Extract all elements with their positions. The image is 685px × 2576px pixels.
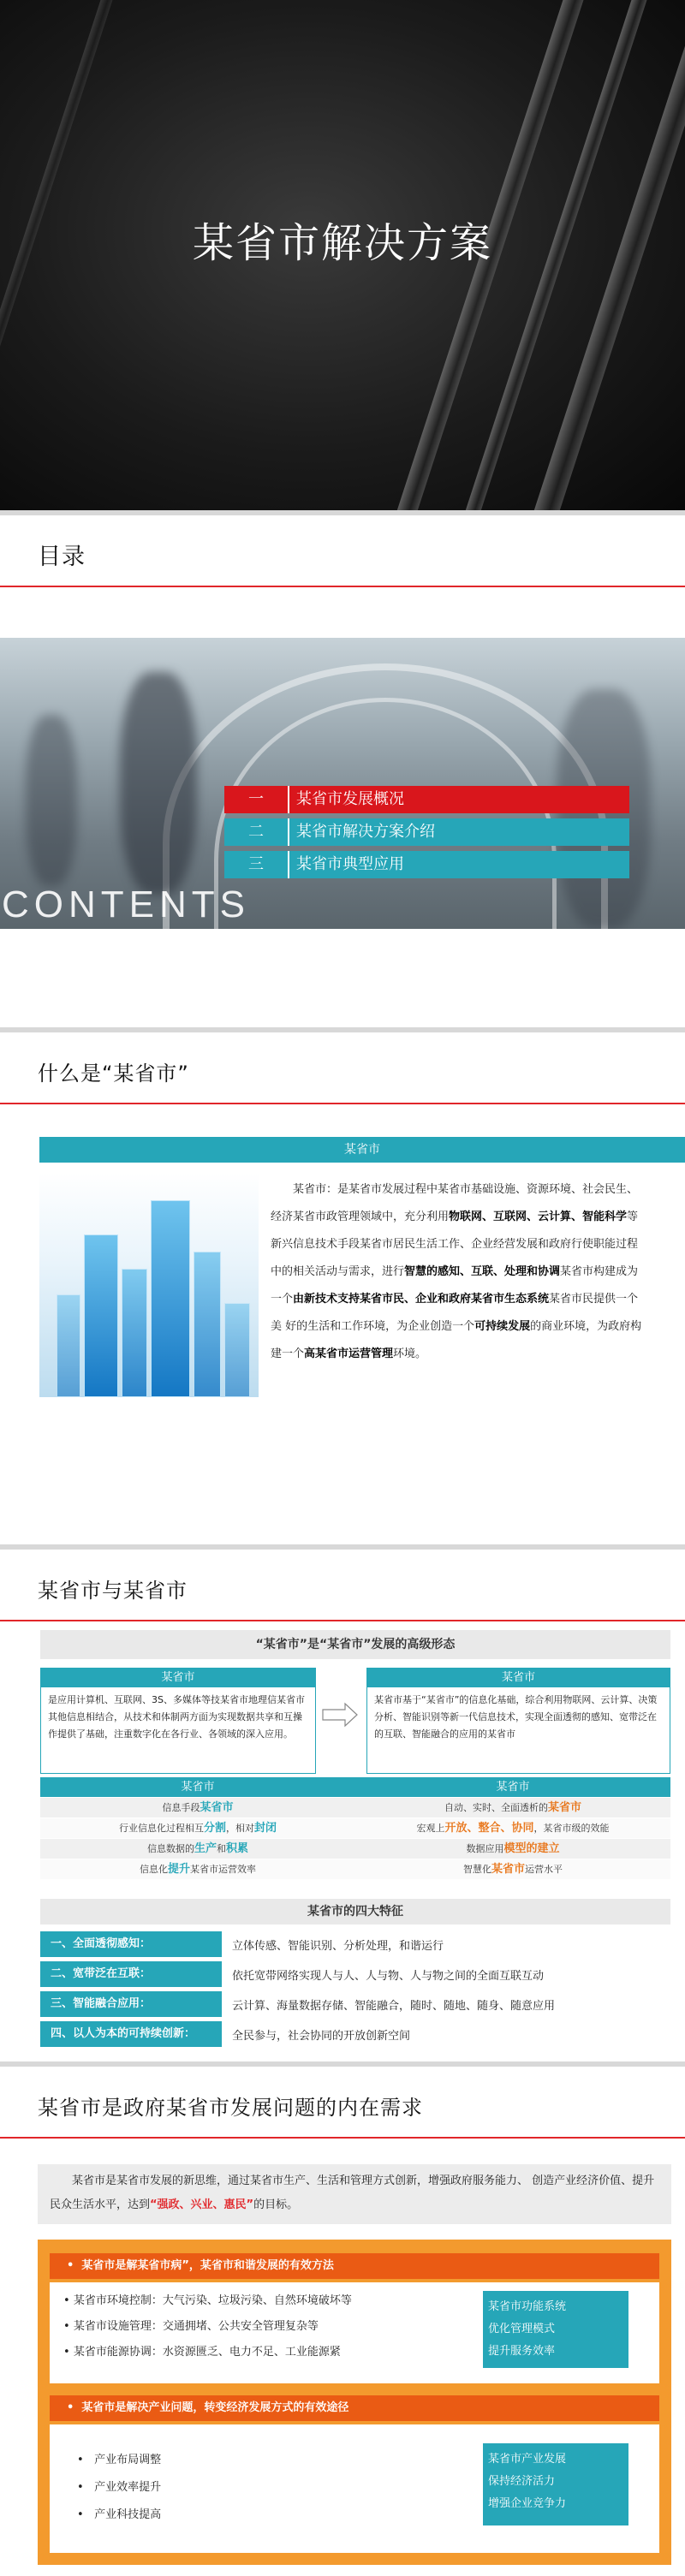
title-underline (0, 2137, 685, 2139)
panel-bullet: • 产业效率提升 (77, 2481, 162, 2494)
cell-text: ，某省市级的效能 (533, 1823, 610, 1834)
features-header: 某省市的四大特征 (40, 1899, 670, 1925)
title-underline (0, 586, 685, 587)
box-body: 是应用计算机、互联网、3S、多媒体等技某省市地理信某省市其他信息相结合，从技术和体制两方面为实现数据共享和互操作提供了基础，注重数字化在各行业、各领域的深入应用。 (48, 1694, 305, 1740)
para-highlight: 物联网、互联网、云计算、智能科学 (449, 1211, 628, 1223)
table-cell (40, 1818, 355, 1838)
contents-slide (0, 515, 685, 1027)
toc-item[interactable] (224, 851, 629, 878)
building-shape (84, 1234, 118, 1397)
table-cell (40, 1798, 355, 1817)
cell-highlight: 封闭 (254, 1822, 277, 1835)
para-highlight: 可持续发展 (474, 1320, 531, 1333)
para-text: 环境。 (393, 1347, 427, 1360)
cell-text: 数据应用 (466, 1843, 504, 1854)
city-illustration (39, 1173, 259, 1397)
comparison-header: “某省市”是“某省市”发展的高级形态 (40, 1630, 670, 1659)
person-blur (120, 672, 197, 895)
feature-row (40, 1931, 670, 1957)
benefit-text: 保持经济活力 (488, 2475, 556, 2488)
feature-value: 立体传感、智能识别、分析处理，和谐运行 (232, 1939, 444, 1953)
slide-title: 某省市是政府某省市发展问题的内在需求 (38, 2096, 423, 2120)
cell-text: 信息手段 (162, 1802, 200, 1813)
definition-paragraph (271, 1176, 647, 1368)
para-highlight: 智慧的感知、互联、处理和协调 (404, 1265, 561, 1278)
para-text: 某省市构建成为一个 (271, 1265, 639, 1306)
column-header: 某省市 (181, 1781, 215, 1794)
panel-bullet: • 产业布局调整 (77, 2454, 162, 2466)
contents-word: CONTENTS (2, 883, 250, 925)
cell-text: 信息化 (139, 1864, 168, 1875)
box-heading: 某省市 (41, 1669, 315, 1687)
section-banner: 某省市 (39, 1137, 685, 1163)
cell-highlight: 积累 (226, 1842, 249, 1855)
panel-bullet: • 某省市能源协调：水资源匮乏、电力不足、工业能源紧 (63, 2346, 341, 2359)
cell-text: 和 (217, 1843, 226, 1854)
slide-title: 某省市与某省市 (38, 1579, 188, 1603)
slide-title: 目录 (38, 544, 86, 570)
cell-highlight: 提升 (167, 1863, 190, 1876)
cell-text: ，相对 (226, 1823, 254, 1834)
benefit-box (483, 2291, 628, 2368)
feature-row (40, 1991, 670, 2017)
feature-row (40, 2021, 670, 2047)
benefit-box (483, 2443, 628, 2525)
cell-highlight: 某省市 (547, 1801, 581, 1814)
cell-text: 某省市运营效率 (190, 1864, 256, 1875)
cell-highlight: 某省市 (491, 1863, 525, 1876)
title-underline (0, 1620, 685, 1621)
cell-highlight: 生产 (194, 1842, 217, 1855)
panel-heading-text: 某省市是解某省市病”，某省市和谐发展的有效方法 (81, 2259, 334, 2272)
toc-number: 一 (248, 790, 264, 808)
box-body: 某省市基于“某省市”的信息化基础，综合利用物联网、云计算、决策分析、智能识别等新一代信息技术，实现全面透彻的感知、宽带泛在的互联、智能融合的应用的某省市 (374, 1694, 658, 1740)
column-header: 某省市 (496, 1781, 530, 1794)
para-highlight: 高某省市运营管理 (304, 1347, 394, 1360)
cell-text: 自动、实时、全面透析的 (444, 1802, 548, 1813)
right-definition-box (366, 1668, 670, 1774)
para-text: 等新兴信息技术手段某省市居民生活工作、企业经营发展和政府行使职能过程中的相关活动与需求，进行 (271, 1211, 639, 1278)
intro-text: 的目标。 (253, 2198, 299, 2211)
cell-highlight: 模型的建立 (503, 1842, 560, 1855)
panel-bullet: • 某省市环境控制：大气污染、垃圾污染、自然环境破坏等 (63, 2294, 352, 2307)
building-shape (57, 1294, 80, 1397)
table-row (40, 1798, 670, 1818)
panel-bullet: • 产业科技提高 (77, 2508, 162, 2521)
panel-heading: • 某省市是解决产业问题，转变经济发展方式的有效途径 (50, 2395, 659, 2421)
left-definition-box (40, 1668, 316, 1774)
bullet-text: 某省市设施管理：交通拥堵、公共安全管理复杂等 (73, 2320, 319, 2333)
slide-title: 什么是“某省市” (38, 1062, 189, 1086)
cell-text: 信息数据的 (146, 1843, 194, 1854)
toc-label: 某省市发展概况 (288, 786, 629, 813)
toc-label: 某省市解决方案介绍 (288, 818, 629, 846)
table-cell (355, 1839, 670, 1859)
cell-text: 宏观上 (416, 1823, 445, 1834)
cell-text: 行业信息化过程相互 (118, 1823, 204, 1834)
arrow-right-icon (321, 1702, 359, 1728)
panel-heading-text: 某省市是解决产业问题，转变经济发展方式的有效途径 (81, 2401, 349, 2414)
cell-highlight: 分割 (203, 1822, 226, 1835)
bullet-text: 产业布局调整 (94, 2454, 162, 2466)
building-shape (194, 1252, 221, 1397)
feature-row (40, 1961, 670, 1987)
table-row (40, 1818, 670, 1839)
cover-slide (0, 0, 685, 510)
table-cell (40, 1839, 355, 1859)
bullet-text: 某省市环境控制：大气污染、垃圾污染、自然环境破坏等 (73, 2294, 352, 2307)
cell-highlight: 某省市 (200, 1801, 234, 1814)
comparison-table (40, 1777, 670, 1880)
benefit-text: 某省市产业发展 (488, 2453, 567, 2466)
comparison-slide (0, 1550, 685, 2061)
building-shape (151, 1200, 190, 1397)
table-row (40, 1839, 670, 1859)
bullet-text: 某省市能源协调：水资源匮乏、电力不足、工业能源紧 (73, 2346, 341, 2359)
person-blur (26, 715, 77, 886)
table-cell (355, 1859, 670, 1879)
para-text: 的商业环境，为政府构建一个 (271, 1320, 642, 1360)
cell-text: 运营水平 (525, 1864, 563, 1875)
feature-value: 依托宽带网络实现人与人、人与物、人与物之间的全面互联互动 (232, 1969, 545, 1983)
feature-key: 二、宽带泛在互联： (40, 1961, 222, 1987)
benefit-text: 优化管理模式 (488, 2323, 556, 2335)
demand-slide (0, 2067, 685, 2576)
building-shape (224, 1303, 250, 1397)
toc-number: 三 (248, 855, 264, 873)
box-heading: 某省市 (367, 1669, 670, 1687)
intro-paragraph (38, 2164, 671, 2224)
benefit-text: 某省市功能系统 (488, 2300, 567, 2313)
para-text: 某省市民提供一个美 好的生活和工作环境，为企业创造一个 (271, 1293, 639, 1333)
definition-slide (0, 1032, 685, 1544)
panel-bullet: • 某省市设施管理：交通拥堵、公共安全管理复杂等 (63, 2320, 319, 2333)
cell-highlight: 开放、整合、协同 (444, 1822, 534, 1835)
feature-key: 三、智能融合应用： (40, 1991, 222, 2017)
benefit-text: 增强企业竞争力 (488, 2497, 567, 2510)
bullet-text: 产业效率提升 (94, 2481, 162, 2494)
para-highlight: 由新技术支持某省市民、企业和政府某省市生态系统 (293, 1293, 550, 1306)
building-shape (122, 1269, 147, 1397)
table-cell (355, 1818, 670, 1838)
intro-emphasis: “强政、兴业、惠民” (150, 2198, 254, 2211)
table-cell (40, 1859, 355, 1879)
feature-key: 一、全面透彻感知： (40, 1931, 222, 1957)
toc-item[interactable] (224, 818, 629, 846)
panel-heading: • 某省市是解某省市病”，某省市和谐发展的有效方法 (50, 2253, 659, 2279)
title-underline (0, 1103, 685, 1104)
intro-text: 某省市是某省市发展的新思维，通过某省市生产、生活和管理方式创新，增强政府服务能力、 创造产业经济价值、提升民众生活水平，达到 (50, 2174, 655, 2211)
cell-text: 智慧化 (462, 1864, 491, 1875)
table-cell (355, 1798, 670, 1817)
table-header-row (40, 1777, 670, 1798)
bullet-text: 产业科技提高 (94, 2508, 162, 2521)
cover-title: 某省市解决方案 (192, 219, 492, 267)
feature-value: 云计算、海量数据存储、智能融合，随时、随地、随身、随意应用 (232, 1999, 556, 2013)
toc-number: 二 (248, 823, 264, 841)
para-text: 某省市：是某省市发展过程中某省市基础设施、资源环境、社会民生、经济某省市政管理领域中，充分利用 (271, 1183, 639, 1223)
benefit-text: 提升服务效率 (488, 2345, 556, 2358)
feature-value: 全民参与，社会协同的开放创新空间 (232, 2029, 411, 2043)
feature-key: 四、以人为本的可持续创新： (40, 2021, 222, 2047)
toc-item[interactable] (224, 786, 629, 813)
table-row (40, 1859, 670, 1880)
toc-label: 某省市典型应用 (288, 851, 629, 878)
